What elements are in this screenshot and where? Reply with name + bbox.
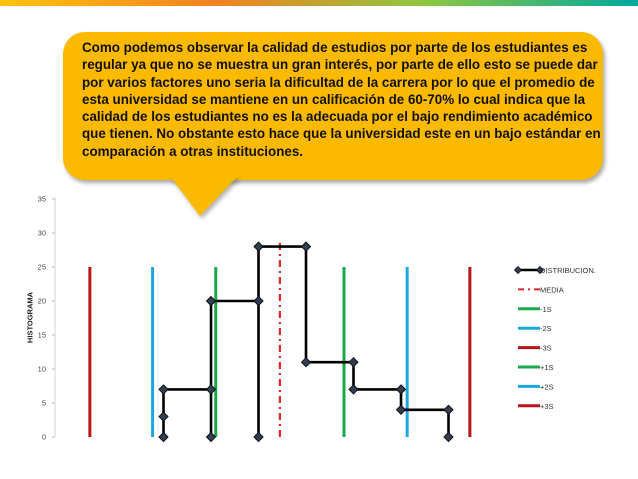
callout-text: Como podemos observar la calidad de estudios por parte de los estudiantes es regular ya que no se muestra un gran interés, por parte de ello esto se puede dar por varios factores uno seria la dificultad de la carrera por lo que el promedio de esta universidad se mantiene en un calificación de 60-70% lo cual indica que la calidad de los estudiantes no es la adecuada por el bajo rendimiento académico que tienen. No obstante esto hace que la universidad este en un bajo estándar en comparación a otras instituciones.: [82, 40, 601, 159]
distribution-point: [302, 358, 311, 367]
reference-lines: [90, 240, 470, 437]
legend-label--3s: +3S: [540, 401, 554, 411]
callout-tail: [170, 176, 238, 216]
distribution-series: [159, 242, 453, 441]
y-tick-label: 10: [37, 364, 46, 374]
y-tick-label: 15: [37, 330, 46, 340]
legend-label-media: MEDIA: [540, 285, 564, 295]
y-tick-label: 20: [37, 296, 46, 306]
distribution-point: [254, 242, 263, 251]
distribution-point: [159, 433, 168, 442]
distribution-point: [159, 412, 168, 421]
distribution-point: [207, 385, 216, 394]
legend-label--2s: -2S: [540, 324, 552, 334]
distribution-point: [207, 297, 216, 306]
legend-marker: [515, 267, 522, 274]
y-tick-label: 0: [41, 432, 46, 442]
distribution-point: [397, 405, 406, 414]
chart-legend: [515, 266, 596, 411]
distribution-point: [444, 405, 453, 414]
distribution-point: [254, 433, 263, 442]
distribution-point: [444, 433, 453, 442]
distribution-point: [207, 433, 216, 442]
legend-label--3s: -3S: [540, 343, 552, 353]
legend-label--1s: -1S: [540, 304, 552, 314]
y-tick-label: 25: [37, 262, 46, 272]
distribution-point: [302, 242, 311, 251]
legend-label--2s: +2S: [540, 382, 554, 392]
distribution-point: [397, 385, 406, 394]
distribution-point: [349, 385, 358, 394]
legend-label-distribucion: DISTRIBUCION.: [540, 266, 596, 275]
y-axis-label: HISTOGRAMA: [25, 291, 35, 344]
distribution-point: [159, 385, 168, 394]
y-tick-label: 35: [37, 194, 46, 204]
distribution-point: [254, 297, 263, 306]
y-tick-label: 30: [37, 228, 46, 238]
legend-label--1s: +1S: [540, 363, 554, 372]
distribution-point: [349, 358, 358, 367]
y-axis: [38, 195, 55, 442]
y-tick-label: 5: [41, 398, 46, 408]
